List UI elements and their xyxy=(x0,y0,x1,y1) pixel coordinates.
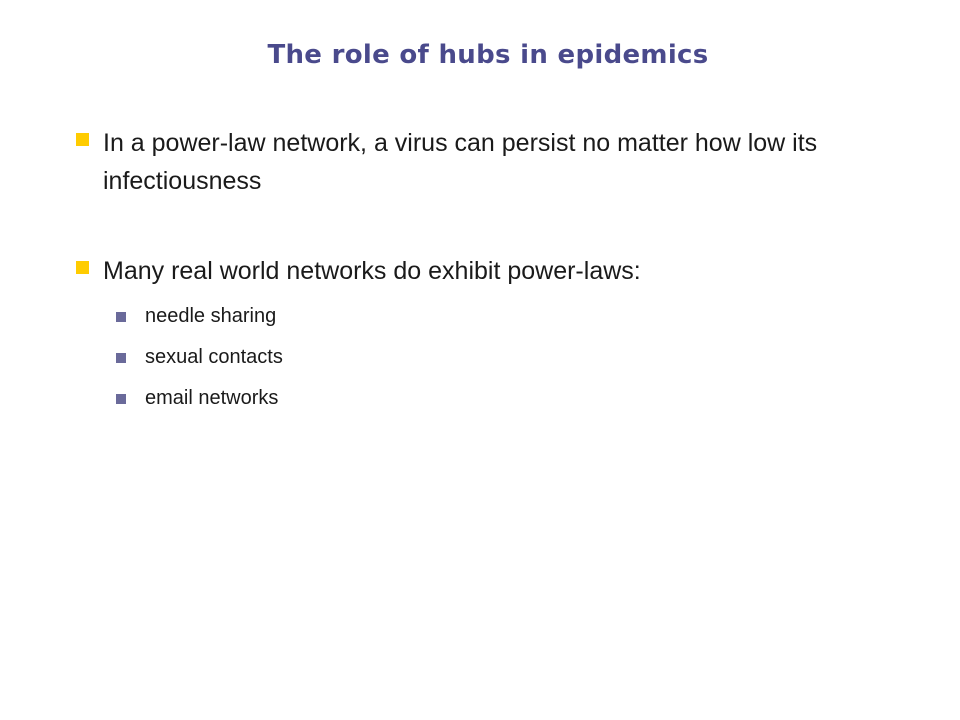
sub-bullet-list xyxy=(116,296,283,419)
square-bullet-icon xyxy=(116,394,126,404)
sub-bullet-text: sexual contacts xyxy=(145,346,283,368)
square-bullet-icon xyxy=(116,353,126,363)
sub-bullet-item xyxy=(116,296,283,337)
bullet-text: Many real world networks do exhibit power-laws: xyxy=(103,257,641,285)
sub-bullet-text: needle sharing xyxy=(145,305,277,327)
bullet-text: In a power-law network, a virus can persist no matter how low its infectiousness xyxy=(103,129,818,195)
square-bullet-icon xyxy=(76,261,89,274)
sub-bullet-item xyxy=(116,337,283,378)
square-bullet-icon xyxy=(76,133,89,146)
slide-title: The role of hubs in epidemics xyxy=(267,40,709,70)
sub-bullet-text: email networks xyxy=(145,387,279,409)
bullet-item-2 xyxy=(76,252,906,290)
sub-bullet-item xyxy=(116,378,283,419)
bullet-item-1 xyxy=(76,124,906,200)
square-bullet-icon xyxy=(116,312,126,322)
